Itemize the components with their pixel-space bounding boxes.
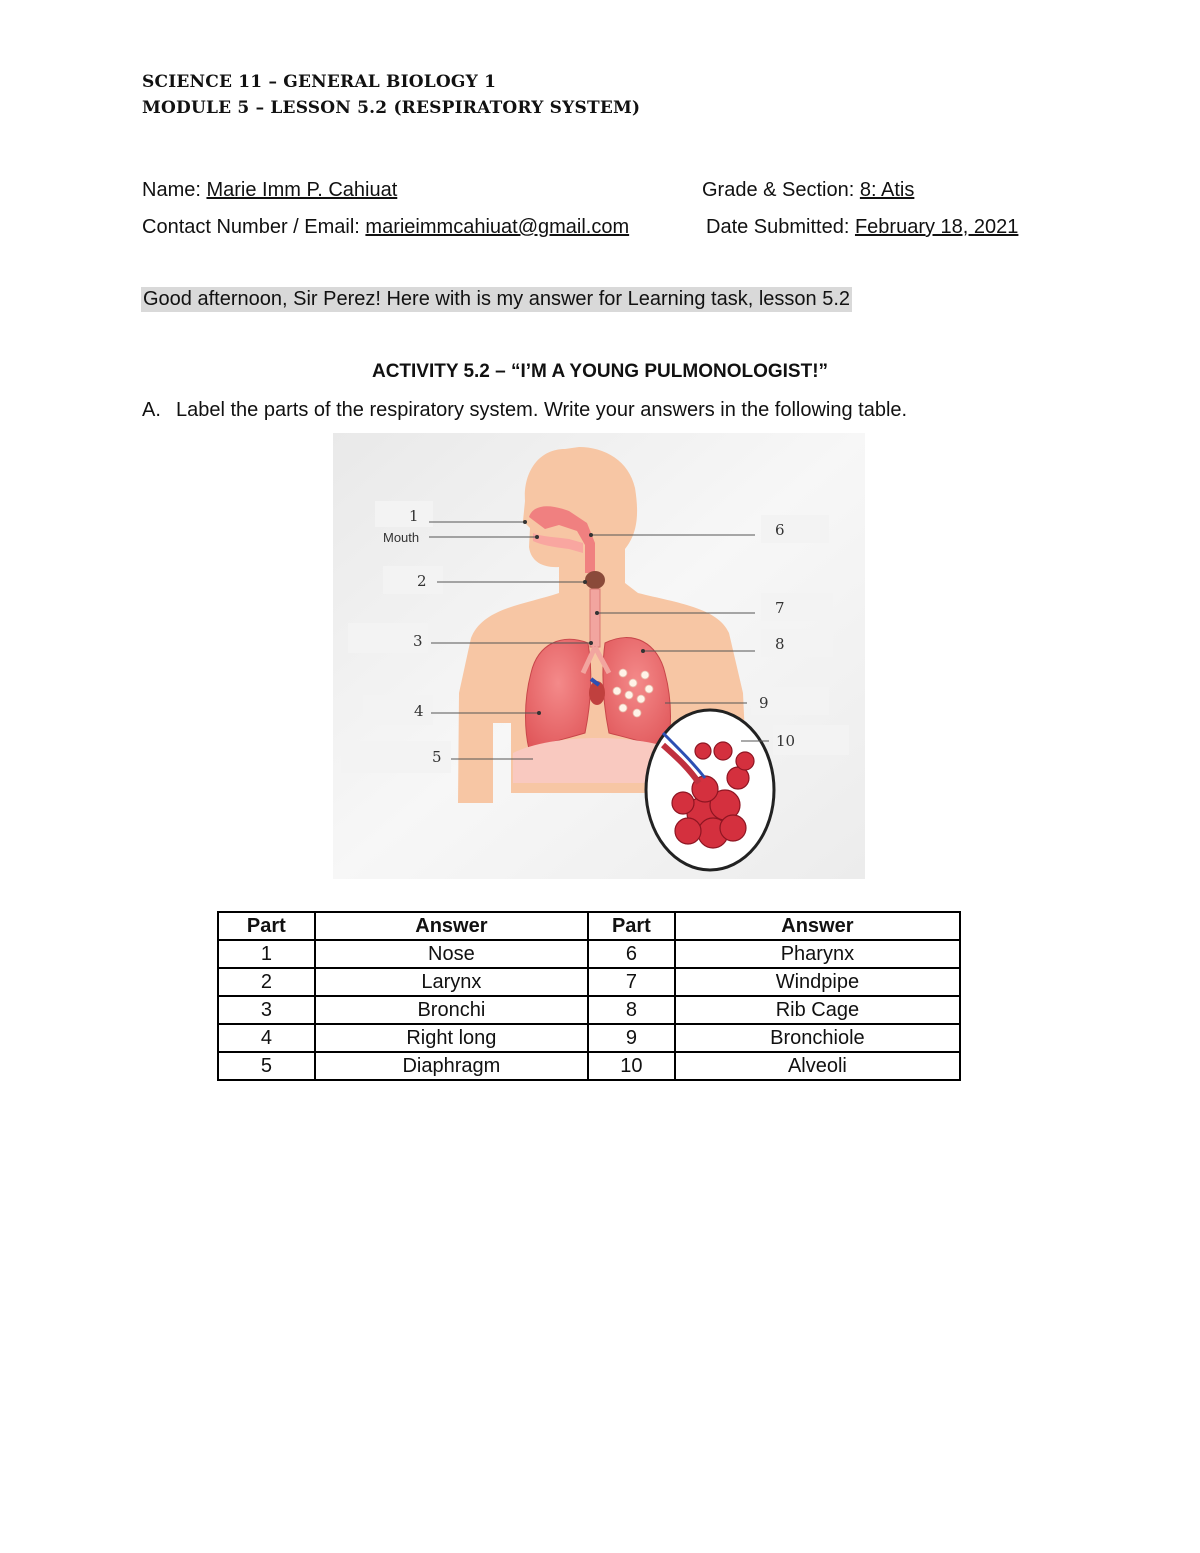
module-header-line-1: SCIENCE 11 – GENERAL BIOLOGY 1	[142, 72, 497, 92]
name-value: Marie Imm P. Cahiuat	[206, 179, 398, 201]
larynx-shape	[585, 571, 605, 589]
table-row	[218, 996, 960, 1024]
header-answer-left: Answer	[315, 912, 588, 940]
diagram-label-10: 10	[776, 732, 796, 750]
table-cell: Pharynx	[675, 940, 960, 968]
contact-label: Contact Number / Email:	[142, 216, 366, 238]
table-cell: 4	[218, 1024, 315, 1052]
diagram-label-7: 7	[775, 599, 785, 617]
table-cell: 8	[588, 996, 675, 1024]
table-cell: Alveoli	[675, 1052, 960, 1080]
answers-table	[217, 911, 961, 1081]
table-cell: 5	[218, 1052, 315, 1080]
table-cell: Windpipe	[675, 968, 960, 996]
diagram-label-9: 9	[759, 694, 769, 712]
diagram-label-mouth: Mouth	[383, 530, 420, 545]
diagram-label-2: 2	[417, 572, 427, 590]
diagram-label-1: 1	[409, 507, 419, 525]
instruction	[142, 399, 907, 422]
table-row	[218, 1052, 960, 1080]
respiratory-system-diagram	[333, 433, 865, 879]
date-submitted-field	[706, 216, 1018, 239]
table-row	[218, 940, 960, 968]
grade-label: Grade & Section:	[702, 179, 860, 201]
table-cell: 9	[588, 1024, 675, 1052]
header-part-right: Part	[588, 912, 675, 940]
name-field	[142, 179, 397, 202]
date-value: February 18, 2021	[854, 216, 1019, 238]
table-row	[218, 1024, 960, 1052]
name-label: Name:	[142, 179, 207, 201]
grade-value: 8: Atis	[859, 179, 915, 201]
table-cell: 2	[218, 968, 315, 996]
header-part-left: Part	[218, 912, 315, 940]
diagram-label-6: 6	[775, 521, 785, 539]
diagram-label-4: 4	[414, 702, 424, 720]
diagram-label-8: 8	[775, 635, 785, 653]
table-row	[218, 968, 960, 996]
header-answer-right: Answer	[675, 912, 960, 940]
table-cell: Bronchi	[315, 996, 588, 1024]
activity-title: ACTIVITY 5.2 – “I’M A YOUNG PULMONOLOGIST!”	[371, 361, 829, 382]
table-cell: 10	[588, 1052, 675, 1080]
instruction-text: Label the parts of the respiratory system. Write your answers in the following table.	[176, 399, 908, 421]
date-label: Date Submitted:	[706, 216, 855, 238]
table-cell: 3	[218, 996, 315, 1024]
contact-field	[142, 216, 629, 239]
table-cell: Right long	[315, 1024, 588, 1052]
contact-value: marieimmcahiuat@gmail.com	[365, 216, 630, 238]
grade-section-field	[702, 179, 914, 202]
diagram-label-5: 5	[432, 748, 442, 766]
module-header-line-2: MODULE 5 – LESSON 5.2 (RESPIRATORY SYSTEM)	[142, 98, 641, 118]
table-cell: Diaphragm	[315, 1052, 588, 1080]
table-cell: Bronchiole	[675, 1024, 960, 1052]
greeting-text: Good afternoon, Sir Perez! Here with is my answer for Learning task, lesson 5.2	[143, 288, 851, 310]
instruction-letter: A.	[142, 399, 161, 421]
table-cell: Nose	[315, 940, 588, 968]
table-cell: 1	[218, 940, 315, 968]
alveoli-magnifier	[646, 710, 774, 870]
table-cell: Rib Cage	[675, 996, 960, 1024]
table-cell: 7	[588, 968, 675, 996]
table-cell: 6	[588, 940, 675, 968]
table-header-row	[218, 912, 960, 940]
diagram-label-3: 3	[413, 632, 423, 650]
table-cell: Larynx	[315, 968, 588, 996]
